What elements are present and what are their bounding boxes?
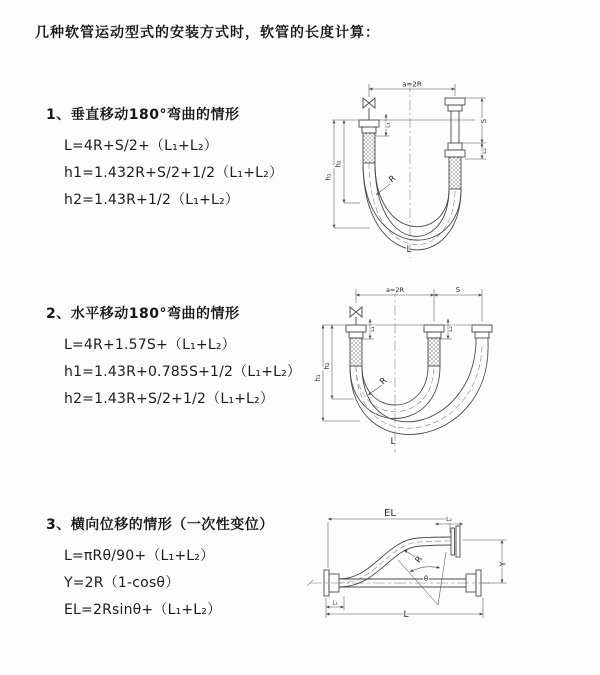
doc-title: 几种软管运动型式的安装方式时，软管的长度计算： xyxy=(35,25,380,41)
dim-label-l2: L₂ xyxy=(446,516,452,523)
diagram-3-hose-assembly xyxy=(324,526,481,596)
dim-label-y: Y xyxy=(498,561,508,567)
dim-label-a2r: a=2R xyxy=(385,286,405,294)
dim-label-h2: h₂ xyxy=(334,160,343,168)
section-3 xyxy=(46,514,274,624)
diagram-lateral-displacement xyxy=(298,488,600,646)
dim-label-h1: h₁ xyxy=(314,374,322,382)
diagram-2-centerlines xyxy=(356,287,482,453)
section-2-formula-h1: h1=1.43R+0.785S+1/2（L₁+L₂） xyxy=(64,364,302,380)
braided-hose-section xyxy=(449,157,461,189)
dim-label-h1: h₁ xyxy=(324,173,333,181)
dim-label-el: EL xyxy=(384,508,396,519)
section-1 xyxy=(46,104,283,214)
radius-label: R xyxy=(387,173,399,186)
diagram-2-labels xyxy=(314,286,461,447)
diagram-2-dimensions xyxy=(322,289,488,421)
diagram-horizontal-180-bend xyxy=(310,281,600,459)
section-2-formula-h2: h2=1.43R+S/2+1/2（L₁+L₂） xyxy=(64,391,275,407)
section-1-heading: 1、垂直移动180°弯曲的情形 xyxy=(46,107,240,123)
section-3-heading: 3、横向位移的情形（一次性变位） xyxy=(46,517,274,533)
diagram-vertical-180-bend xyxy=(312,76,600,264)
braided-hose-section xyxy=(350,338,362,366)
diagram-3-labels xyxy=(332,508,507,620)
diagram-2-hose-assembly xyxy=(346,307,492,435)
section-2-heading: 2、水平移动180°弯曲的情形 xyxy=(46,306,240,322)
section-3-formula-EL: EL=2Rsinθ+（L₁+L₂） xyxy=(64,602,222,618)
dim-label-h2: h₂ xyxy=(323,362,331,370)
diagram-1-dimensions xyxy=(332,84,486,228)
braided-hose-section xyxy=(363,133,375,163)
radius-label: R xyxy=(378,375,390,388)
braided-hose-section xyxy=(428,338,440,366)
dim-label-l1: L₁ xyxy=(384,122,392,128)
diagram-3-dimensions xyxy=(326,519,507,618)
dim-label-l2: L₂ xyxy=(481,148,488,154)
dim-label-l2: L₂ xyxy=(447,326,454,332)
section-3-formula-Y: Y=2R（1-cosθ） xyxy=(64,575,180,591)
valve-icon xyxy=(363,98,375,108)
dim-label-l: L xyxy=(406,245,412,255)
diagram-1-labels xyxy=(325,81,489,256)
dim-label-s: S xyxy=(480,118,488,124)
dim-label-l: L xyxy=(390,437,396,447)
diagram-1-hose-assembly xyxy=(359,98,465,250)
dim-label-s: S xyxy=(455,286,461,294)
radius-label: R xyxy=(413,554,426,566)
section-2 xyxy=(46,303,301,413)
section-3-formula-L: L=πRθ/90+（L₁+L₂） xyxy=(64,548,215,564)
valve-icon xyxy=(350,307,362,317)
dim-label-l: L xyxy=(403,610,409,620)
section-1-formula-h2: h2=1.43R+1/2（L₁+L₂） xyxy=(64,192,240,208)
section-1-formula-L: L=4R+S/2+（L₁+L₂） xyxy=(64,138,218,154)
dim-label-a2r: a=2R xyxy=(402,80,422,89)
section-1-formula-h1: h1=1.432R+S/2+1/2（L₁+L₂） xyxy=(64,165,284,181)
section-2-formula-L: L=4R+1.57S+（L₁+L₂） xyxy=(64,337,236,353)
dim-label-l1: L₁ xyxy=(332,600,338,607)
angle-theta-label: θ xyxy=(423,575,429,583)
dim-label-l1: L₁ xyxy=(369,326,376,332)
